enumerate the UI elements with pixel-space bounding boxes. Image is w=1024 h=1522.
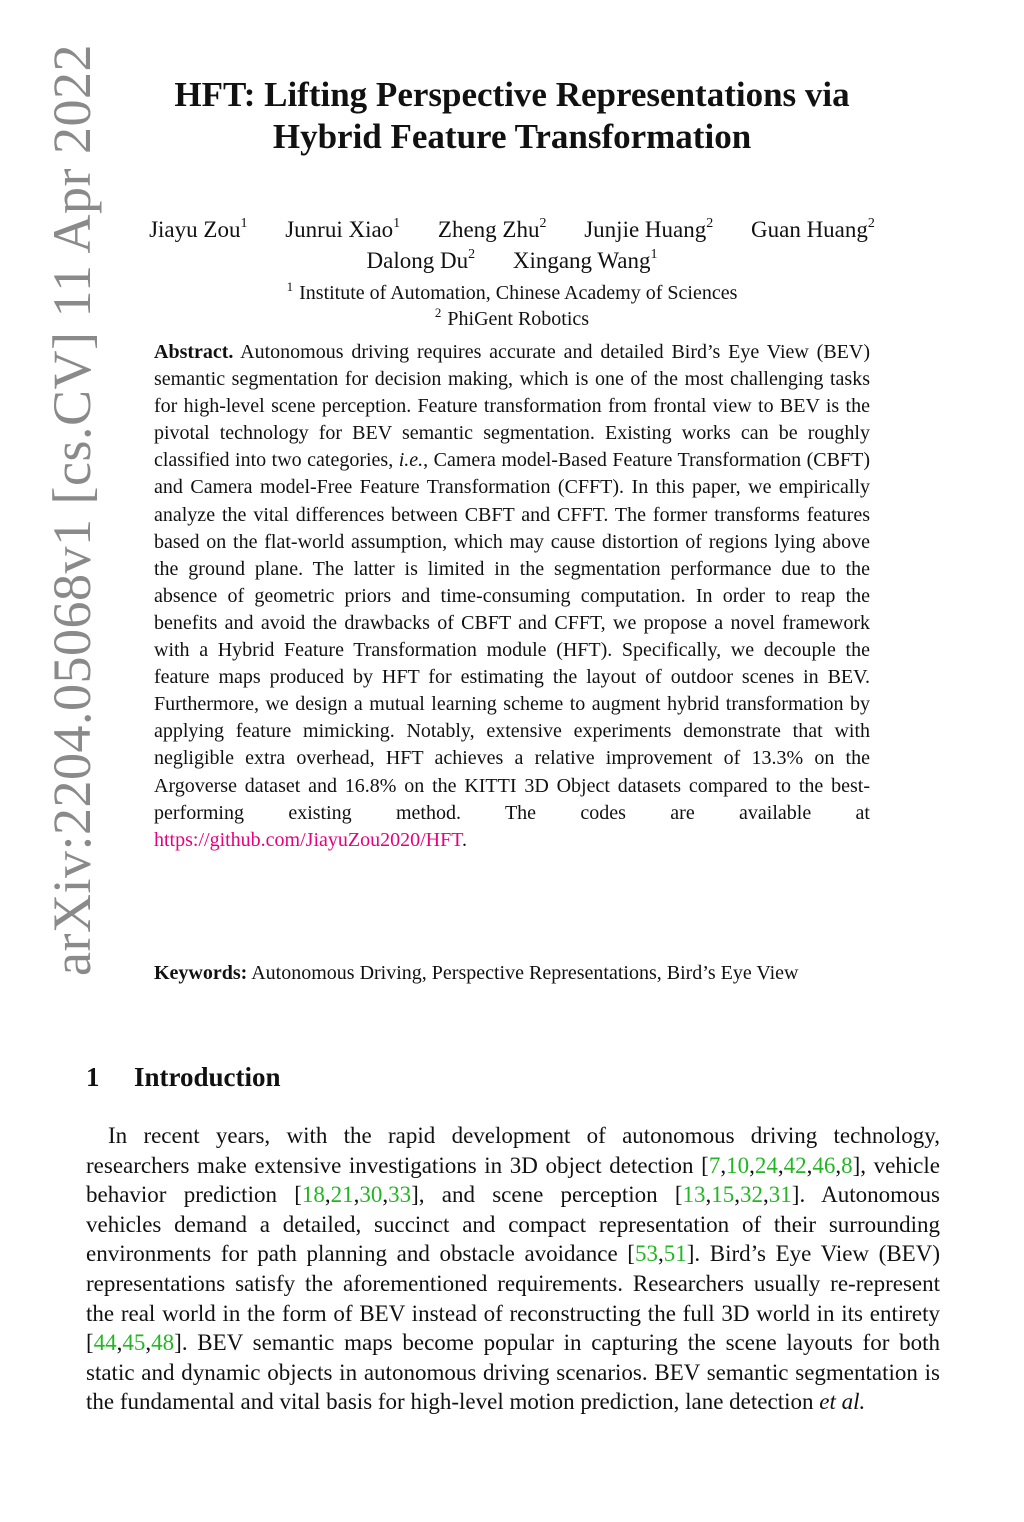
citation-link[interactable]: 46 — [812, 1152, 836, 1178]
affiliation-list — [100, 280, 924, 332]
citation-link[interactable]: 45 — [122, 1330, 146, 1356]
author: Zheng Zhu$^2$ — [437, 216, 547, 242]
code-repository-link[interactable]: https://github.com/JiayuZou2020/HFT — [154, 828, 462, 851]
keywords-label: Keywords: — [154, 962, 248, 984]
author-row-1 — [100, 214, 924, 245]
abstract-ie: i.e. — [398, 449, 424, 472]
affiliation: $^1$ Institute of Automation, Chinese Academy of Sciences — [286, 279, 738, 304]
et-al: et al. — [819, 1389, 866, 1415]
affiliation: $^2$ PhiGent Robotics — [434, 305, 590, 330]
citation-link[interactable]: 30 — [359, 1182, 383, 1208]
author-row-2 — [100, 245, 924, 276]
keywords — [154, 960, 870, 987]
citation-link[interactable]: 42 — [783, 1152, 807, 1178]
author: Guan Huang$^2$ — [751, 216, 875, 242]
introduction-paragraph: In recent years, with the rapid development of autonomous driving technology, researchers make extensive investigations in 3D object detection [7,10,24,42,46,8], vehicle behavior prediction [18,21,30,33], and scene perception [13,15,32,31]. Autonomous vehicles demand a detailed, succinct and compact representation of their surrounding environments for path planning and obstacle avoidance [53,51]. Bird’s Eye View (BEV) representations satisfy the aforementioned requirements. Researchers usually re-represent the real world in the form of BEV instead of reconstructing the full 3D world in its entirety [44,45,48]. BEV semantic maps become popular in capturing the scene layouts for both static and dynamic objects in autonomous driving scenarios. BEV semantic segmentation is the fundamental and vital basis for high-level motion prediction, lane detection et al. — [86, 1123, 941, 1415]
citation-link[interactable]: 7 — [708, 1152, 721, 1178]
citation-link[interactable]: 33 — [388, 1182, 412, 1208]
author: Junjie Huang$^2$ — [584, 216, 714, 242]
section-heading — [86, 1060, 281, 1094]
arxiv-stamp-text: arXiv:2204.05068v1 [cs.CV] 11 Apr 2022 — [42, 44, 102, 976]
citation-link[interactable]: 48 — [151, 1330, 175, 1356]
citation-link[interactable]: 10 — [726, 1152, 750, 1178]
abstract: Abstract. Autonomous driving requires accurate and detailed Bird’s Eye View (BEV) semantic segmentation for decision making, which is one of the most challenging tasks for high-level scene perception. Feature transformation from frontal view to BEV is the pivotal technology for BEV semantic segmentation. Existing works can be roughly classified into two categories, i.e., Camera model-Based Feature Transformation (CBFT) and Camera model-Free Feature Transformation (CFFT). In this paper, we empirically analyze the vital differences between CBFT and CFFT. The former transforms features based on the flat-world assumption, which may cause distortion of regions lying above the ground plane. The latter is limited in the segmentation performance due to the absence of geometric priors and time-consuming computation. In order to reap the benefits and avoid the drawbacks of CBFT and CFFT, we propose a novel framework with a Hybrid Feature Transformation module (HFT). Specifically, we decouple the feature maps produced by HFT for estimating the layout of outdoor scenes in BEV. Furthermore, we design a mutual learning scheme to augment hybrid transformation by applying feature mimicking. Notably, extensive experiments demonstrate that with negligible extra overhead, HFT achieves a relative improvement of 13.3% on the Argoverse dataset and 16.8% on the KITTI 3D Object datasets compared to the best-performing existing method. The codes are available at https://github.com/JiayuZou2020/HFT. — [154, 341, 870, 851]
citation-link[interactable]: 15 — [711, 1182, 735, 1208]
section-number: 1 — [86, 1062, 100, 1092]
citation-link[interactable]: 44 — [93, 1330, 117, 1356]
citation-link[interactable]: 51 — [663, 1241, 687, 1267]
citation-link[interactable]: 24 — [754, 1152, 778, 1178]
citation-link[interactable]: 13 — [682, 1182, 706, 1208]
author: Dalong Du$^2$ — [366, 247, 476, 273]
author: Xingang Wang$^1$ — [512, 247, 658, 273]
paper-title — [100, 74, 924, 158]
title-line-2: Hybrid Feature Transformation — [272, 117, 752, 156]
citation-link[interactable]: 32 — [740, 1182, 764, 1208]
citation-link[interactable]: 31 — [768, 1182, 792, 1208]
citation-link[interactable]: 53 — [634, 1241, 658, 1267]
citation-link[interactable]: 21 — [330, 1182, 354, 1208]
keywords-text: Autonomous Driving, Perspective Representations, Bird’s Eye View — [251, 962, 799, 984]
section-title: Introduction — [134, 1062, 281, 1092]
author: Jiayu Zou$^1$ — [149, 216, 248, 242]
abstract-text: Autonomous driving requires accurate and detailed Bird’s Eye View (BEV) semantic segmentation for decision making, which is one of the most challenging tasks for high-level scene perception. Feature transformation from frontal view to BEV is the pivotal technology for BEV semantic segmentation. Existing works can be roughly classified into two categories, — [154, 341, 870, 472]
author: Junrui Xiao$^1$ — [285, 216, 401, 242]
citation-link[interactable]: 18 — [301, 1182, 325, 1208]
citation-link[interactable]: 8 — [841, 1152, 853, 1178]
author-list — [100, 214, 924, 276]
title-line-1: HFT: Lifting Perspective Representations via — [174, 75, 850, 114]
abstract-text-continued: , Camera model-Based Feature Transformation (CBFT) and Camera model-Free Feature Transformation (CFFT). In this paper, we empirically analyze the vital differences between CBFT and CFFT. The former transforms features based on the flat-world assumption, which may cause distortion of regions lying above the ground plane. The latter is limited in the segmentation performance due to the absence of geometric priors and time-consuming computation. In order to reap the benefits and avoid the drawbacks of CBFT and CFFT, we propose a novel framework with a Hybrid Feature Transformation module (HFT). Specifically, we decouple the feature maps produced by HFT for estimating the layout of outdoor scenes in BEV. Furthermore, we design a mutual learning scheme to augment hybrid transformation by applying feature mimicking. Notably, extensive experiments demonstrate that with negligible extra overhead, HFT achieves a relative improvement of 13.3% on the Argoverse dataset and 16.8% on the KITTI 3D Object datasets compared to the best-performing existing method. The codes are available at — [154, 449, 870, 824]
abstract-label: Abstract. — [154, 341, 234, 363]
